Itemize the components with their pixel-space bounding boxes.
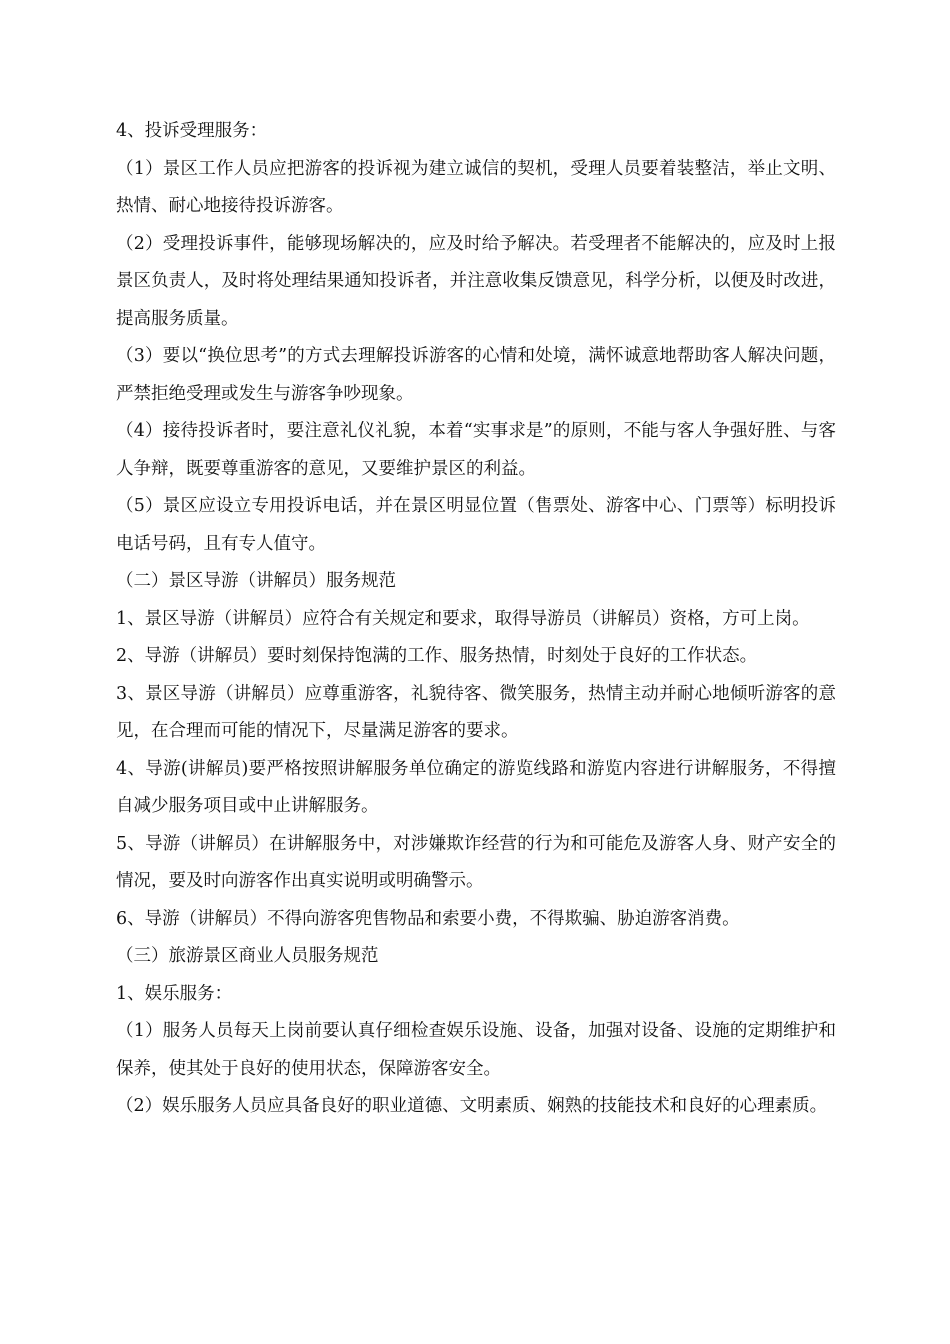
paragraph-complaint-5: （5）景区应设立专用投诉电话，并在景区明显位置（售票处、游客中心、门票等）标明投诉电话号码，且有专人值守。 [116,496,836,554]
paragraph-guide-2: 2、导游（讲解员）要时刻保持饱满的工作、服务热情，时刻处于良好的工作状态。 [116,646,758,666]
heading-commercial-standards: （三）旅游景区商业人员服务规范 [116,946,379,966]
paragraph-guide-5: 5、导游（讲解员）在讲解服务中，对涉嫌欺诈经营的行为和可能危及游客人身、财产安全的情况，要及时向游客作出真实说明或明确警示。 [116,833,836,891]
paragraph-complaint-2: （2）受理投诉事件，能够现场解决的，应及时给予解决。若受理者不能解决的，应及时上报景区负责人，及时将处理结果通知投诉者，并注意收集反馈意见，科学分析，以便及时改进，提高服务质量。 [116,233,836,329]
paragraph-guide-1: 1、景区导游（讲解员）应符合有关规定和要求，取得导游员（讲解员）资格，方可上岗。 [116,608,810,629]
paragraph-guide-3: 3、景区导游（讲解员）应尊重游客，礼貌待客、微笑服务，热情主动并耐心地倾听游客的意见，在合理而可能的情况下，尽量满足游客的要求。 [116,683,836,741]
heading-complaint-service: 4、投诉受理服务： [116,121,268,141]
paragraph-entertainment-1: （1）服务人员每天上岗前要认真仔细检查娱乐设施、设备，加强对设备、设施的定期维护和保养，使其处于良好的使用状态，保障游客安全。 [116,1021,836,1079]
heading-guide-standards: （二）景区导游（讲解员）服务规范 [116,571,396,591]
paragraph-complaint-1: （1）景区工作人员应把游客的投诉视为建立诚信的契机，受理人员要着装整洁，举止文明、热情、耐心地接待投诉游客。 [116,158,836,216]
document-body [116,113,836,1126]
heading-entertainment-service: 1、娱乐服务： [116,983,233,1004]
paragraph-guide-4: 4、导游(讲解员)要严格按照讲解服务单位确定的游览线路和游览内容进行讲解服务，不得擅自减少服务项目或中止讲解服务。 [116,758,836,816]
paragraph-complaint-3: （3）要以“换位思考”的方式去理解投诉游客的心情和处境，满怀诚意地帮助客人解决问题，严禁拒绝受理或发生与游客争吵现象。 [116,346,836,404]
paragraph-entertainment-2: （2）娱乐服务人员应具备良好的职业道德、文明素质、娴熟的技能技术和良好的心理素质。 [116,1096,828,1116]
paragraph-guide-6: 6、导游（讲解员）不得向游客兜售物品和索要小费，不得欺骗、胁迫游客消费。 [116,908,740,929]
paragraph-complaint-4: （4）接待投诉者时，要注意礼仪礼貌，本着“实事求是”的原则，不能与客人争强好胜、与客人争辩，既要尊重游客的意见，又要维护景区的利益。 [116,421,836,479]
